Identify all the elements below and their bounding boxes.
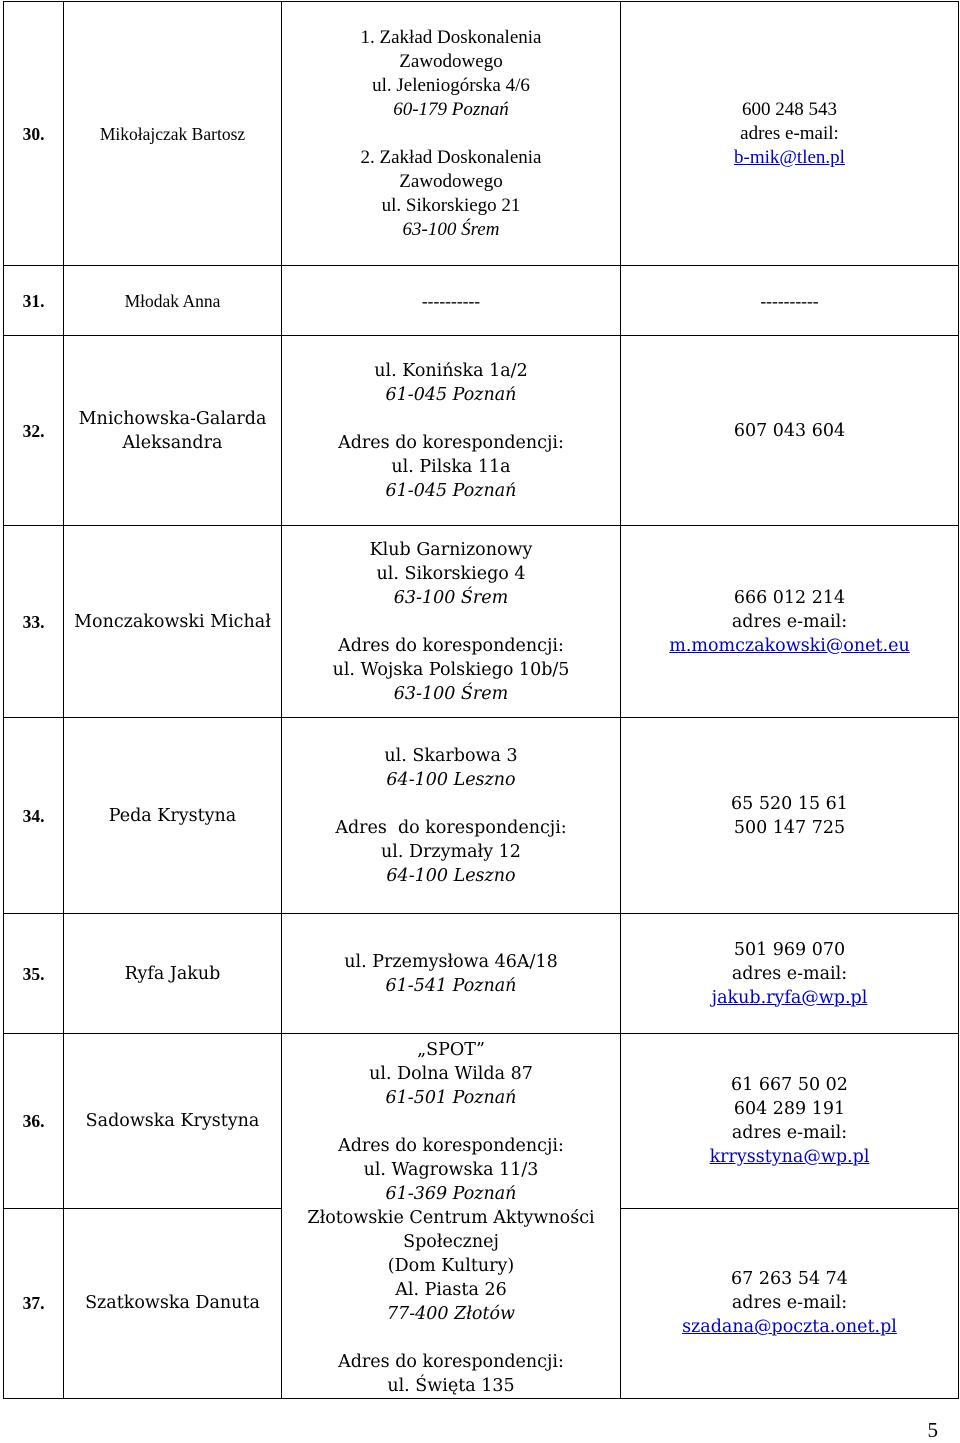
address-line: ul. Jeleniogórska 4/6 bbox=[372, 74, 530, 96]
contact-cell bbox=[621, 1034, 959, 1209]
address-line: Klub Garnizonowy bbox=[369, 539, 533, 560]
row-number: 31. bbox=[4, 266, 64, 336]
address-line: Społecznej bbox=[403, 1232, 499, 1252]
person-name: Sadowska Krystyna bbox=[64, 1034, 282, 1209]
correspondence-label: Adres do korespondencji: bbox=[338, 432, 564, 453]
phone-number: 65 520 15 61 bbox=[731, 793, 848, 814]
contact-cell: ---------- bbox=[621, 266, 959, 336]
row-number: 34. bbox=[4, 718, 64, 914]
page-number: 5 bbox=[927, 1418, 938, 1442]
address-cell bbox=[282, 1034, 621, 1399]
postal-city: 77-400 Złotów bbox=[386, 1304, 516, 1324]
postal-city: 63-100 Śrem bbox=[393, 587, 509, 608]
email-link[interactable]: krrysstyna@wp.pl bbox=[709, 1146, 870, 1167]
postal-city: 60-179 Poznań bbox=[393, 98, 509, 120]
email-link[interactable]: m.momczakowski@onet.eu bbox=[669, 635, 910, 656]
row-number: 33. bbox=[4, 526, 64, 718]
contact-cell bbox=[621, 2, 959, 266]
table-row bbox=[4, 2, 959, 266]
phone-number: 600 248 543 bbox=[742, 98, 837, 120]
table-row bbox=[4, 526, 959, 718]
row-number: 30. bbox=[4, 2, 64, 266]
address-line: 2. Zakład Doskonalenia bbox=[360, 146, 542, 168]
row-number: 36. bbox=[4, 1034, 64, 1209]
person-name: Peda Krystyna bbox=[64, 718, 282, 914]
table-row bbox=[4, 336, 959, 526]
postal-city: 61-045 Poznań bbox=[385, 384, 517, 405]
person-name bbox=[64, 336, 282, 526]
person-name: Ryfa Jakub bbox=[64, 914, 282, 1034]
table-row bbox=[4, 914, 959, 1034]
phone-number: 604 289 191 bbox=[733, 1098, 846, 1119]
contacts-table bbox=[3, 1, 959, 1399]
postal-city: 61-501 Poznań bbox=[385, 1088, 517, 1108]
contact-cell bbox=[621, 718, 959, 914]
row-number: 32. bbox=[4, 336, 64, 526]
address-line: ul. Sikorskiego 21 bbox=[381, 194, 521, 216]
row-number: 37. bbox=[4, 1208, 64, 1398]
email-label: adres e-mail: bbox=[731, 963, 848, 984]
address-line: 1. Zakład Doskonalenia bbox=[360, 26, 542, 48]
address-line: Al. Piasta 26 bbox=[395, 1280, 507, 1300]
email-label: adres e-mail: bbox=[731, 611, 848, 632]
phone-number: 67 263 54 74 bbox=[731, 1269, 848, 1290]
address-cell: ---------- bbox=[282, 266, 621, 336]
contact-cell bbox=[621, 336, 959, 526]
address-line: ul. Drzymały 12 bbox=[381, 841, 521, 862]
phone-number: 61 667 50 02 bbox=[731, 1074, 848, 1095]
address-cell bbox=[282, 526, 621, 718]
name-line: Mnichowska-Galarda bbox=[78, 408, 267, 429]
address-line: „SPOT” bbox=[417, 1040, 485, 1060]
phone-number: 500 147 725 bbox=[733, 817, 846, 838]
email-label: adres e-mail: bbox=[731, 1293, 848, 1314]
postal-city: 61-045 Poznań bbox=[385, 480, 517, 501]
address-cell bbox=[282, 2, 621, 266]
address-line: ul. Konińska 1a/2 bbox=[374, 360, 528, 381]
address-line: ul. Przemysłowa 46A/18 bbox=[344, 951, 558, 972]
address-cell bbox=[282, 336, 621, 526]
phone-number: 666 012 214 bbox=[733, 587, 846, 608]
address-cell bbox=[282, 718, 621, 914]
contact-cell bbox=[621, 1208, 959, 1398]
person-name: Mikołajczak Bartosz bbox=[64, 2, 282, 266]
address-line: ul. Wagrowska 11/3 bbox=[363, 1160, 539, 1180]
person-name: Szatkowska Danuta bbox=[64, 1208, 282, 1398]
row-number: 35. bbox=[4, 914, 64, 1034]
correspondence-label: Adres do korespondencji: bbox=[338, 1136, 564, 1156]
address-line: ul. Skarbowa 3 bbox=[384, 745, 518, 766]
table-row bbox=[4, 1034, 959, 1209]
correspondence-label: Adres do korespondencji: bbox=[338, 1352, 564, 1372]
postal-city: 63-100 Śrem bbox=[402, 218, 500, 240]
contact-cell bbox=[621, 526, 959, 718]
email-link[interactable]: szadana@poczta.onet.pl bbox=[682, 1317, 897, 1338]
postal-city: 64-100 Leszno bbox=[386, 865, 516, 886]
table-row bbox=[4, 266, 959, 336]
email-link[interactable]: b-mik@tlen.pl bbox=[734, 146, 845, 168]
address-line: Złotowskie Centrum Aktywności bbox=[307, 1208, 595, 1228]
table-row bbox=[4, 718, 959, 914]
address-line: ul. Sikorskiego 4 bbox=[376, 563, 526, 584]
postal-city: 61-541 Poznań bbox=[385, 975, 517, 996]
contact-cell bbox=[621, 914, 959, 1034]
person-name: Młodak Anna bbox=[64, 266, 282, 336]
address-line: (Dom Kultury) bbox=[387, 1256, 515, 1276]
phone-number: 501 969 070 bbox=[733, 939, 846, 960]
person-name: Monczakowski Michał bbox=[64, 526, 282, 718]
address-line: ul. Pilska 11a bbox=[391, 456, 511, 477]
address-line: ul. Wojska Polskiego 10b/5 bbox=[332, 659, 570, 680]
email-label: adres e-mail: bbox=[731, 1122, 848, 1143]
address-line: Zawodowego bbox=[399, 170, 503, 192]
postal-city: 61-369 Poznań bbox=[385, 1184, 517, 1204]
correspondence-label: Adres do korespondencji: bbox=[338, 635, 564, 656]
address-line: Zawodowego bbox=[399, 50, 503, 72]
email-label: adres e-mail: bbox=[740, 122, 839, 144]
phone-number: 607 043 604 bbox=[733, 420, 846, 441]
postal-city: 63-100 Śrem bbox=[393, 683, 509, 704]
email-link[interactable]: jakub.ryfa@wp.pl bbox=[711, 987, 868, 1008]
postal-city: 64-100 Leszno bbox=[386, 769, 516, 790]
address-cell bbox=[282, 914, 621, 1034]
name-line: Aleksandra bbox=[122, 432, 223, 453]
address-line: ul. Święta 135 bbox=[387, 1376, 515, 1396]
correspondence-label: Adres do korespondencji: bbox=[335, 817, 567, 838]
address-line: ul. Dolna Wilda 87 bbox=[369, 1064, 533, 1084]
